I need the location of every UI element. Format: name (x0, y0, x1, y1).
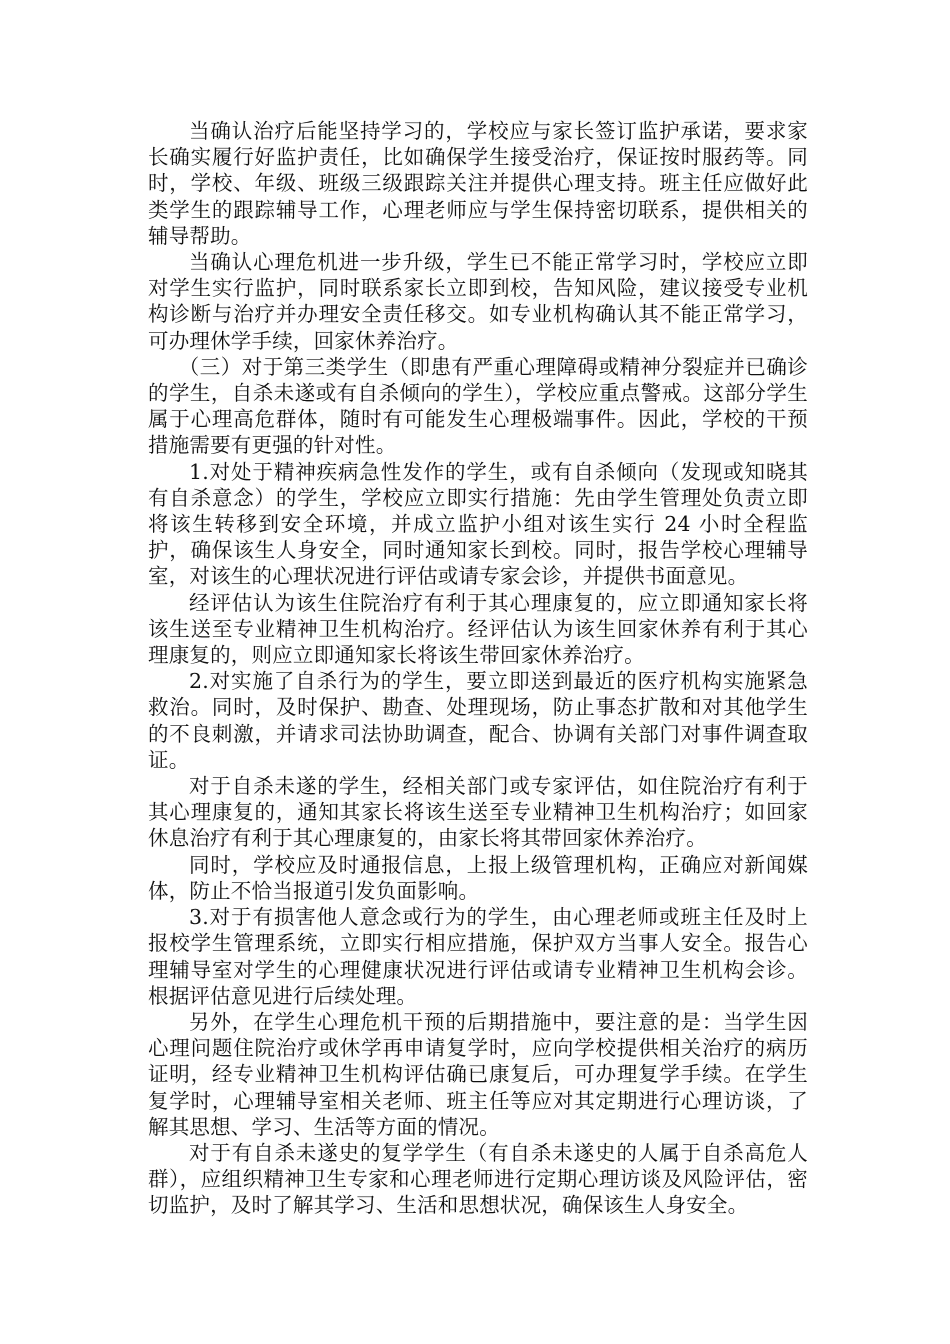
paragraph-crisis-escalation: 当确认心理危机进一步升级，学生已不能正常学习时，学校应立即对学生实行监护，同时联系家长立即到校，告知风险，建议接受专业机构诊断与治疗并办理安全责任移交。如专业机构确认其不能正常学习，可办理休学手续，回家休养治疗。 (148, 250, 808, 353)
paragraph-resumption: 对于有自杀未遂史的复学学生（有自杀未遂史的人属于自杀高危人群），应组织精神卫生专家和心理老师进行定期心理访谈及风险评估，密切监护，及时了解其学习、生活和思想状况，确保该生人身安全。 (148, 1140, 808, 1218)
paragraph-item-2: 2.对实施了自杀行为的学生，要立即送到最近的医疗机构实施紧急救治。同时，及时保护、勘查、处理现场，防止事态扩散和对其他学生的不良刺激，并请求司法协助调查，配合、协调有关部门对事件调查取证。 (148, 669, 808, 772)
paragraph-monitoring-commitment: 当确认治疗后能坚持学习的，学校应与家长签订监护承诺，要求家长确实履行好监护责任，比如确保学生接受治疗，保证按时服药等。同时，学校、年级、班级三级跟踪关注并提供心理支持。班主任应做好此类学生的跟踪辅导工作，心理老师应与学生保持密切联系，提供相关的辅导帮助。 (148, 119, 808, 248)
paragraph-item-3: 3.对于有损害他人意念或行为的学生，由心理老师或班主任及时上报校学生管理系统，立即实行相应措施，保护双方当事人安全。报告心理辅导室对学生的心理健康状况进行评估或请专业精神卫生机构会诊。根据评估意见进行后续处理。 (148, 905, 808, 1008)
paragraph-third-category: （三）对于第三类学生（即患有严重心理障碍或精神分裂症并已确诊的学生，自杀未遂或有自杀倾向的学生），学校应重点警戒。这部分学生属于心理高危群体，随时有可能发生心理极端事件。因此，学校的干预措施需要有更强的针对性。 (148, 354, 808, 458)
paragraph-evaluation: 经评估认为该生住院治疗有利于其心理康复的，应立即通知家长将该生送至专业精神卫生机构治疗。经评估认为该生回家休养有利于其心理康复的，则应立即通知家长将该生带回家休养治疗。 (148, 590, 808, 668)
paragraph-reporting: 同时，学校应及时通报信息，上报上级管理机构，正确应对新闻媒体，防止不恰当报道引发负面影响。 (148, 852, 808, 903)
paragraph-follow-up: 另外，在学生心理危机干预的后期措施中，要注意的是：当学生因心理问题住院治疗或休学再申请复学时，应向学校提供相关治疗的病历证明，经专业精神卫生机构评估确已康复后，可办理复学手续。在学生复学时，心理辅导室相关老师、班主任等应对其定期进行心理访谈，了解其思想、学习、生活等方面的情况。 (148, 1009, 808, 1139)
paragraph-suicide-attempt: 对于自杀未遂的学生，经相关部门或专家评估，如住院治疗有利于其心理康复的，通知其家长将该生送至专业精神卫生机构治疗；如回家休息治疗有利于其心理康复的，由家长将其带回家休养治疗。 (148, 774, 808, 851)
document-body (148, 118, 808, 1219)
paragraph-item-1: 1.对处于精神疾病急性发作的学生，或有自杀倾向（发现或知晓其有自杀意念）的学生，学校应立即实行措施：先由学生管理处负责立即将该生转移到安全环境，并成立监护小组对该生实行 24 小时全程监护，确保该生人身安全，同时通知家长到校。同时，报告学校心理辅导室，对该生的心理状况进行评估或请专家会诊，并提供书面意见。 (148, 459, 808, 589)
